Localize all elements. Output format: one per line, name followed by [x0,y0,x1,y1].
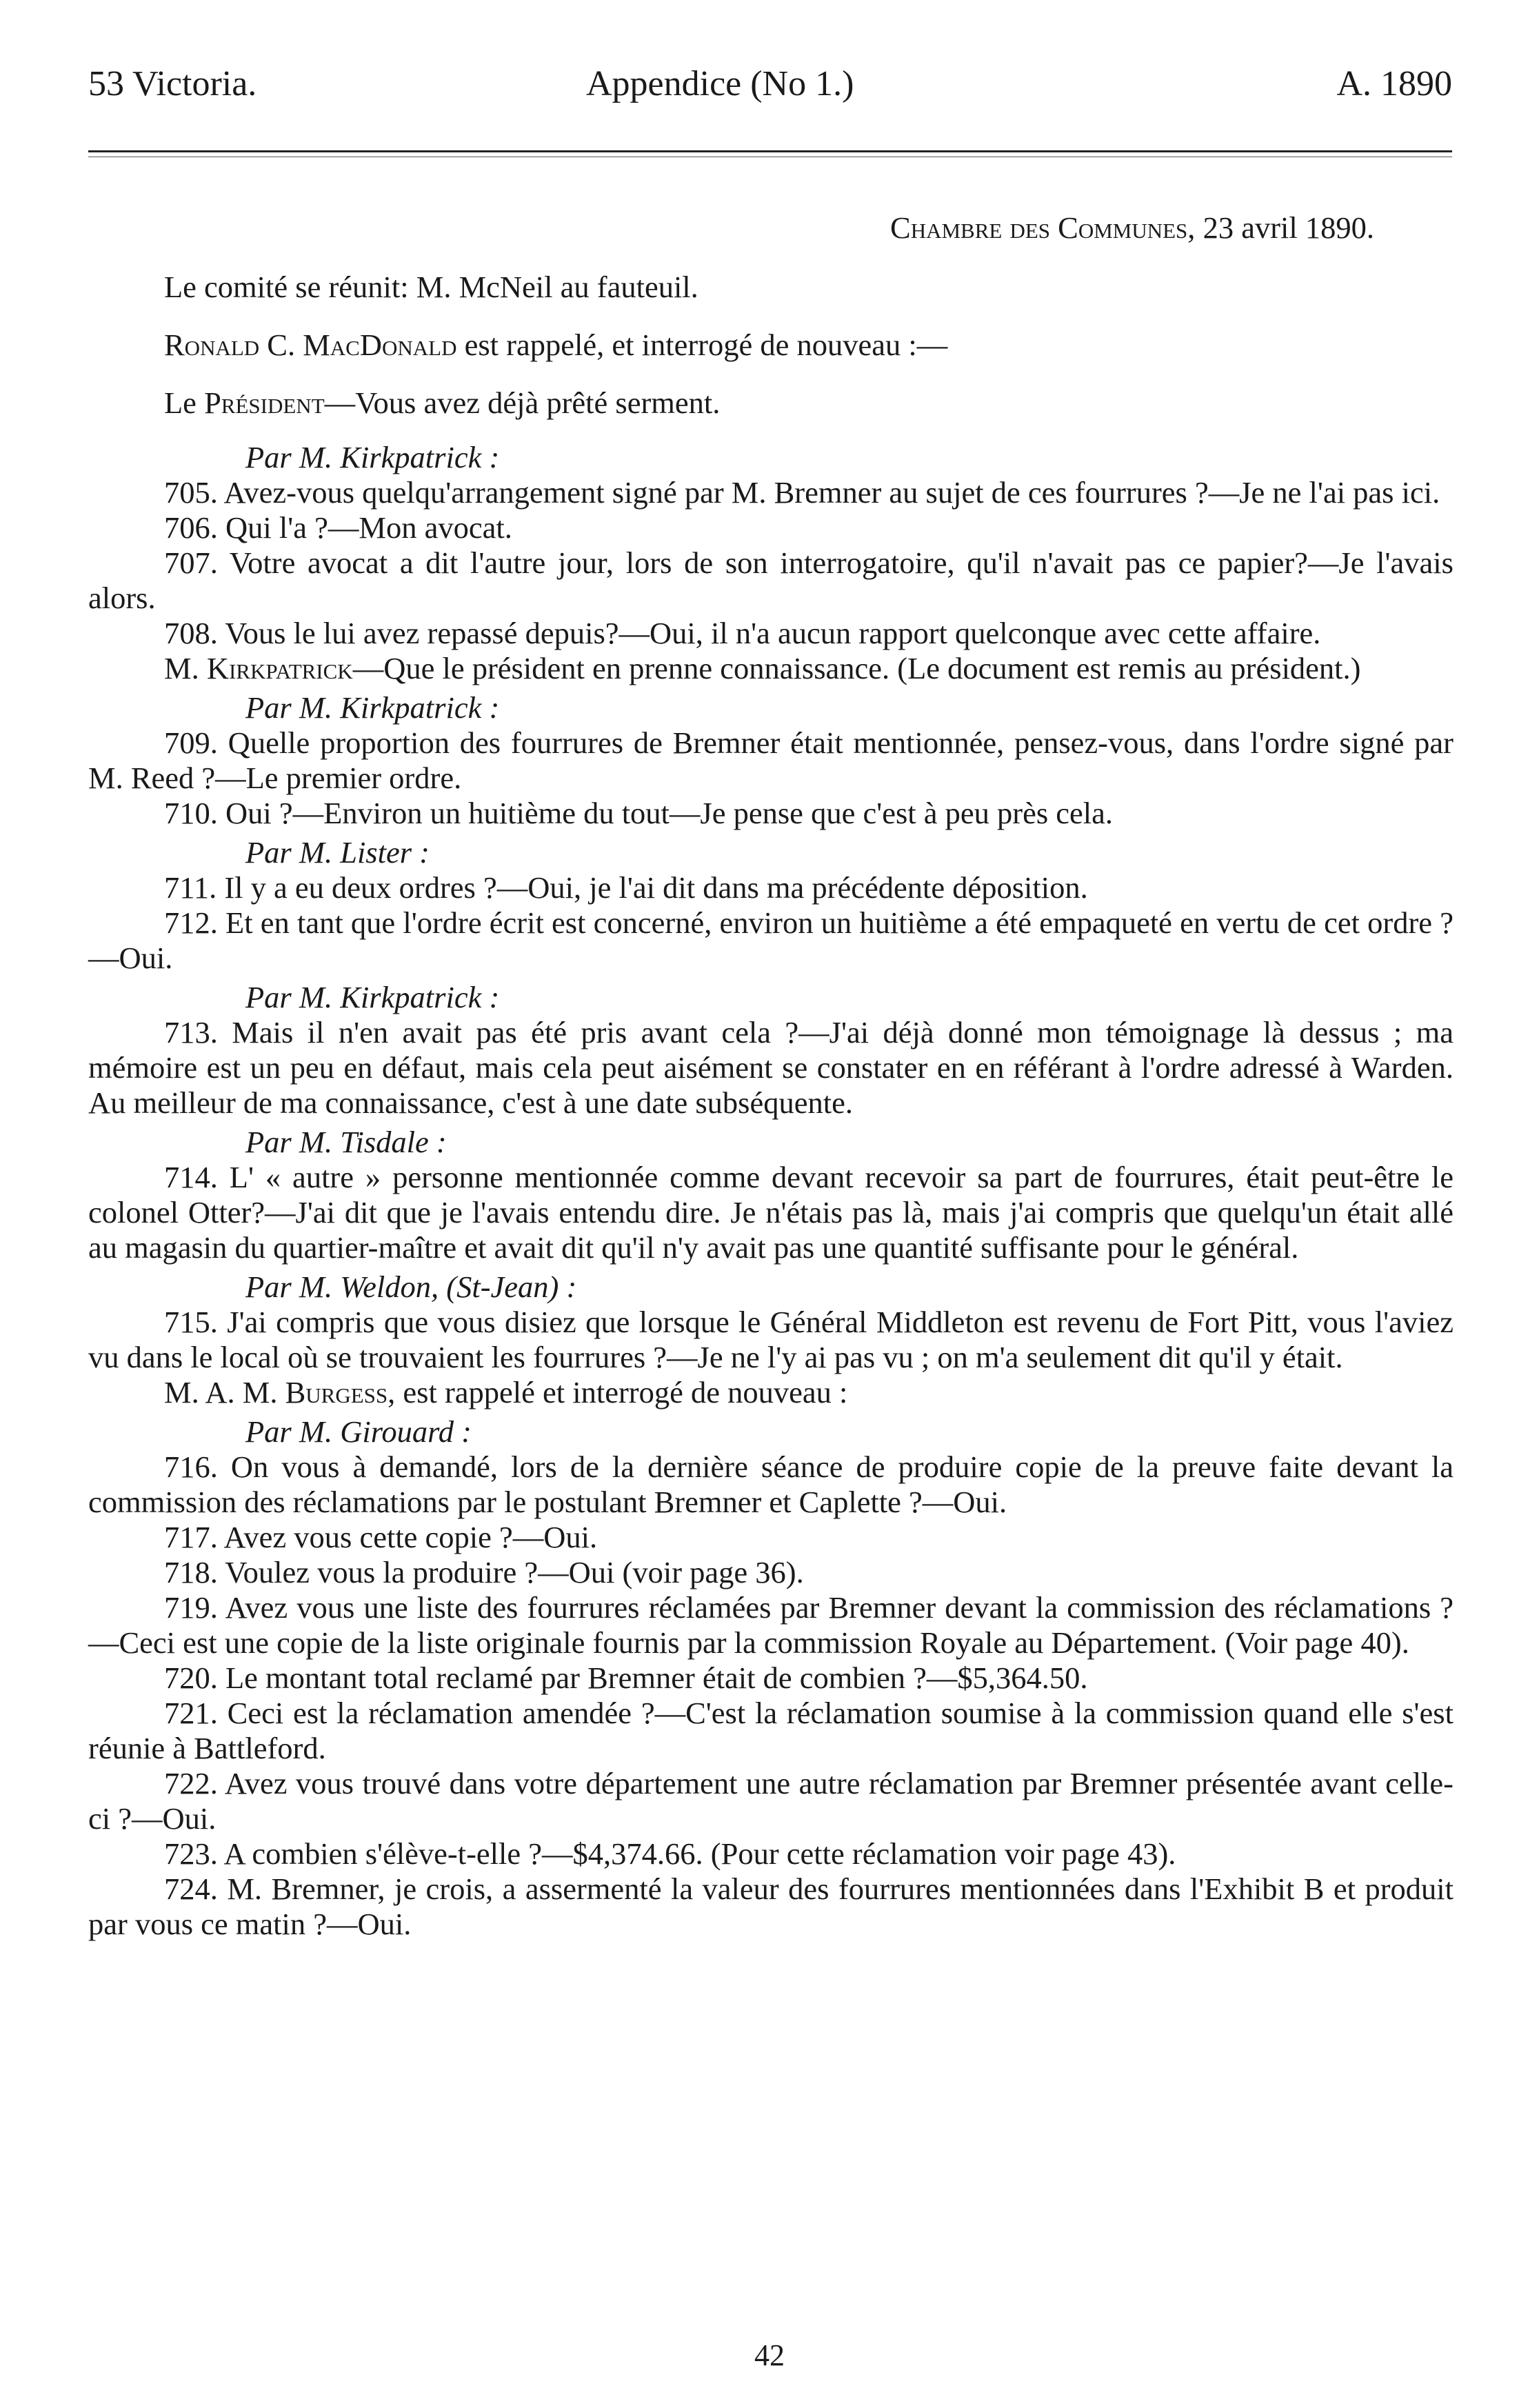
question-answer: 708. Vous le lui avez repassé depuis?—Oui, il n'a aucun rapport quelconque avec cette affaire. [164,616,1321,650]
dateline-date: 23 avril 1890. [1203,210,1374,245]
examiner-heading: Par M. Kirkpatrick : [245,980,500,1014]
question-answer: 716. On vous à demandé, lors de la dernière séance de produire copie de la preuve faite devant la commission des réclamations par le postulant Bremner et Caplette ?—Oui. [88,1449,1454,1519]
president-prefix: Le [164,385,205,420]
president-text: —Vous avez déjà prêté serment. [324,385,721,420]
witness-text: est rappelé, et interrogé de nouveau :— [456,328,948,362]
examiner-heading: Par M. Weldon, (St-Jean) : [245,1270,577,1304]
examiner-heading: Par M. Girouard : [245,1414,472,1449]
intro-president [88,382,1454,423]
question-answer: 720. Le montant total reclamé par Bremner était de combien ?—$5,364.50. [164,1660,1088,1695]
page-number: 42 [754,2338,785,2372]
question-answer: 711. Il y a eu deux ordres ?—Oui, je l'ai dit dans ma précédente déposition. [164,870,1088,905]
question-answer: 709. Quelle proportion des fourrures de Bremner était mentionnée, pensez-vous, dans l'ordre signé par M. Reed ?—Le premier ordre. [88,725,1454,795]
speaker-statement [88,1375,1454,1410]
question-answer: 710. Oui ?—Environ un huitième du tout—Je pense que c'est à peu près cela. [164,796,1114,830]
examiner-heading: Par M. Tisdale : [245,1125,447,1159]
testimony [88,440,1454,1942]
examiner-heading: Par M. Kirkpatrick : [245,440,500,474]
dateline-chamber: Chambre des Communes, [890,210,1196,245]
running-header [88,63,1452,119]
question-answer: 705. Avez-vous quelqu'arrangement signé par M. Bremner au sujet de ces fourrures ?—Je ne l'ai pas ici. [164,475,1440,510]
question-answer: 717. Avez vous cette copie ?—Oui. [164,1520,598,1554]
witness-name: Ronald C. MacDonald [164,328,457,362]
question-answer: 719. Avez vous une liste des fourrures réclamées par Bremner devant la commission des réclamations ?—Ceci est une copie de la liste originale fournis par la commission Royale au Département. (Voir page 40). [88,1590,1454,1660]
speaker-name: Kirkpatrick [206,651,353,685]
header-year: A. 1890 [1336,64,1452,103]
question-answer: 724. M. Bremner, je crois, a assermenté la valeur des fourrures mentionnées dans l'Exhibit B et produit par vous ce matin ?—Oui. [88,1872,1454,1941]
question-answer: 722. Avez vous trouvé dans votre département une autre réclamation par Bremner présentée avant celle-ci ?—Oui. [88,1766,1454,1836]
question-answer: 706. Qui l'a ?—Mon avocat. [164,510,512,545]
question-answer: 714. L' « autre » personne mentionnée comme devant recevoir sa part de fourrures, était peut-être le colonel Otter?—J'ai dit que je l'avais entendu dire. Je n'étais pas là, mais j'ai compris que quelqu'un était allé au magasin du quartier-maître et avait dit qu'il n'y avait pas une quantité suffisante pour le général. [88,1160,1454,1265]
speaker-statement [88,651,1454,686]
question-answer: 712. Et en tant que l'ordre écrit est concerné, environ un huitième a été empaqueté en vertu de cet ordre ?—Oui. [88,905,1454,975]
intro-witness [88,324,1454,365]
header-appendix: Appendice (No 1.) [586,64,854,103]
question-answer: 721. Ceci est la réclamation amendée ?—C'est la réclamation soumise à la commission quand elle s'est réunie à Battleford. [88,1696,1454,1765]
question-answer: 718. Voulez vous la produire ?—Oui (voir page 36). [164,1555,804,1589]
speaker-prefix: M. A. M. [164,1375,285,1409]
president-label: Président [204,385,325,420]
speaker-text: —Que le président en prenne connaissance. (Le document est remis au président.) [352,651,1361,685]
question-answer: 715. J'ai compris que vous disiez que lorsque le Général Middleton est revenu de Fort Pitt, vous l'aviez vu dans le local où se trouvaient les fourrures ?—Je ne l'y ai pas vu ; on m'a seulement dit qu'il y était. [88,1305,1454,1374]
intro-meeting: Le comité se réunit: M. McNeil au fauteuil. [164,270,698,304]
document-body [88,207,1454,1942]
speaker-prefix: M. [164,651,207,685]
examiner-heading: Par M. Kirkpatrick : [245,690,500,725]
examiner-heading: Par M. Lister : [245,835,430,870]
speaker-text: , est rappelé et interrogé de nouveau : [388,1375,848,1409]
question-answer: 707. Votre avocat a dit l'autre jour, lors de son interrogatoire, qu'il n'avait pas ce papier?—Je l'avais alors. [88,545,1454,615]
speaker-name: Burgess [285,1375,388,1409]
dateline [88,207,1454,248]
header-rule [88,150,1452,152]
question-answer: 723. A combien s'élève-t-elle ?—$4,374.66. (Pour cette réclamation voir page 43). [164,1836,1176,1871]
header-session: 53 Victoria. [88,64,257,103]
question-answer: 713. Mais il n'en avait pas été pris avant cela ?—J'ai déjà donné mon témoignage là dessus ; ma mémoire est un peu en défaut, mais cela peut aisément se constater en en référant à l'ordre adressé à Warden. Au meilleur de ma connaissance, c'est à une date subséquente. [88,1015,1454,1120]
